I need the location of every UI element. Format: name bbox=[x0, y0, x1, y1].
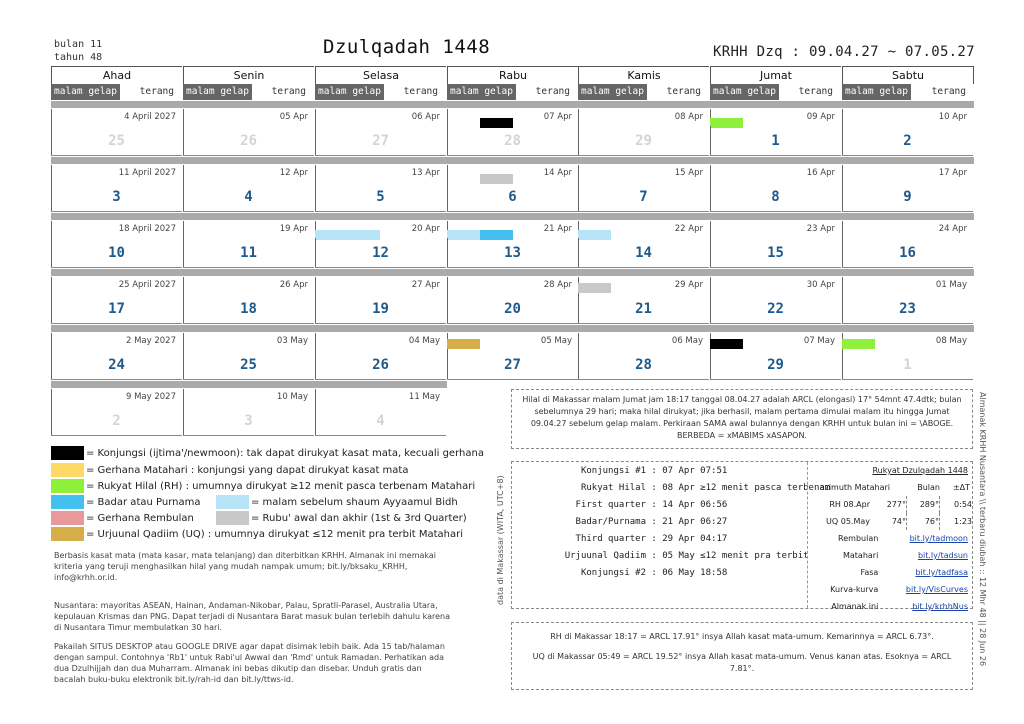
legend-swatch bbox=[51, 527, 84, 541]
dark-night-label: malam gelap bbox=[315, 84, 384, 100]
legend-text: = Gerhana Matahari : konjungsi yang dapat dirukyat kasat mata bbox=[86, 464, 409, 476]
gregorian-date: 14 Apr bbox=[543, 168, 572, 178]
event-value: : 07 Apr 07:51 bbox=[646, 466, 728, 476]
rukyat-link-row: Almanak ini bit.ly/krhhNus bbox=[812, 598, 972, 615]
hijri-day-number: 14 bbox=[635, 245, 652, 261]
gregorian-date: 23 Apr bbox=[806, 224, 835, 234]
hijri-day-number: 21 bbox=[635, 301, 652, 317]
legend-swatch bbox=[51, 511, 84, 525]
weekday-jumat bbox=[710, 66, 841, 100]
gregorian-date: 07 May bbox=[803, 336, 835, 346]
day-cell[interactable] bbox=[183, 109, 314, 157]
almanac-version-label: Almanak KRHH Nusantara \\ terbaru diubah :: 12 Mhr 48 || 28 Jun 26 bbox=[978, 392, 987, 667]
rukyat-title: Rukyat Dzulqadah 1448 bbox=[872, 466, 968, 475]
gregorian-date: 19 Apr bbox=[279, 224, 308, 234]
moon-phase-marker bbox=[480, 230, 513, 240]
month-year-label bbox=[54, 38, 102, 64]
rukyat-link-row: Kurva-kurva bit.ly/VisCurves bbox=[812, 581, 972, 598]
bright-night-label: terang bbox=[271, 86, 306, 97]
event-name: Third quarter bbox=[575, 534, 646, 544]
legend-item bbox=[51, 527, 463, 541]
gregorian-date: 09 Apr bbox=[806, 112, 835, 122]
dark-night-label: malam gelap bbox=[447, 84, 516, 100]
day-cell[interactable] bbox=[315, 277, 446, 325]
moon-phase-marker bbox=[710, 118, 743, 128]
resource-link[interactable]: bit.ly/tadsun bbox=[917, 551, 968, 560]
weekday-name: Jumat bbox=[710, 66, 841, 84]
day-cell[interactable] bbox=[710, 277, 841, 325]
gregorian-date: 04 May bbox=[408, 336, 440, 346]
day-cell[interactable] bbox=[51, 389, 182, 437]
day-cell[interactable] bbox=[710, 221, 841, 269]
hijri-day-number: 9 bbox=[903, 189, 912, 205]
day-cell[interactable] bbox=[183, 221, 314, 269]
day-cell[interactable] bbox=[578, 165, 709, 213]
hijri-day-number: 3 bbox=[112, 189, 121, 205]
hijri-day-number: 15 bbox=[767, 245, 784, 261]
hijri-day-number: 1 bbox=[903, 357, 912, 373]
moon-phase-marker bbox=[447, 339, 480, 349]
week-separator bbox=[51, 101, 974, 108]
uq-arcl-text: UQ di Makassar 05:49 = ARCL 19.52° insya Allah kasat mata-umum. Venus kanan atas. Esoknya = ARCL 7.81°. bbox=[532, 652, 952, 673]
event-name: Badar/Purnama bbox=[575, 517, 646, 527]
note-usage: Pakailah SITUS DESKTOP atau GOOGLE DRIVE agar dapat disimak lebih baik. Ada 15 tab/halaman dengan sampul. Contohnya 'Rb1' untuk Rabi'ul Awwal dan 'Rmd' untuk Ramadan. Perhatikan ada dua Dzulhijjah dan dua Muharram. Almanak ini bebas dikutip dan disebar. Unduh gratis dan bacalah buku-buku elektronik bit.ly/rah-id dan bit.ly/ttws-id. bbox=[54, 642, 445, 684]
resource-link[interactable]: bit.ly/tadmoon bbox=[909, 534, 968, 543]
event-row bbox=[540, 531, 830, 548]
day-cell[interactable] bbox=[51, 221, 182, 269]
day-cell[interactable] bbox=[578, 277, 709, 325]
gregorian-date: 29 Apr bbox=[674, 280, 703, 290]
rukyat-link-row: Fasa bit.ly/tadfasa bbox=[812, 564, 972, 581]
weekday-name: Rabu bbox=[447, 66, 578, 84]
day-cell[interactable] bbox=[447, 333, 578, 381]
gregorian-date: 08 May bbox=[935, 336, 967, 346]
gregorian-date: 4 April 2027 bbox=[124, 112, 176, 122]
weekday-kamis bbox=[578, 66, 709, 100]
rukyat-link-row: Rembulan bit.ly/tadmoon bbox=[812, 530, 972, 547]
event-name: Rukyat Hilal bbox=[580, 483, 646, 493]
gregorian-date: 26 Apr bbox=[279, 280, 308, 290]
hilal-info-box bbox=[511, 389, 973, 449]
hijri-day-number: 29 bbox=[635, 133, 652, 149]
rukyat-row: RH 08.Apr 277° 289° 0:54 bbox=[812, 496, 972, 513]
event-row bbox=[540, 497, 830, 514]
gregorian-date: 12 Apr bbox=[279, 168, 308, 178]
weekday-name: Selasa bbox=[315, 66, 446, 84]
arcl-info-box bbox=[511, 622, 973, 690]
day-cell[interactable] bbox=[315, 109, 446, 157]
weekday-name: Senin bbox=[183, 66, 314, 84]
gregorian-date: 05 Apr bbox=[279, 112, 308, 122]
dark-night-label: malam gelap bbox=[842, 84, 911, 100]
day-cell[interactable] bbox=[447, 109, 578, 157]
rukyat-link-row: Matahari bit.ly/tadsun bbox=[812, 547, 972, 564]
day-cell[interactable] bbox=[183, 389, 314, 437]
event-row bbox=[540, 548, 830, 565]
day-cell[interactable] bbox=[578, 333, 709, 381]
day-cell[interactable] bbox=[315, 221, 446, 269]
day-cell[interactable] bbox=[51, 333, 182, 381]
hijri-day-number: 27 bbox=[504, 357, 521, 373]
hijri-day-number: 24 bbox=[108, 357, 125, 373]
gregorian-date: 20 Apr bbox=[411, 224, 440, 234]
bright-night-label: terang bbox=[931, 86, 966, 97]
hijri-day-number: 4 bbox=[376, 413, 385, 429]
hijri-day-number: 4 bbox=[244, 189, 253, 205]
gregorian-date: 10 Apr bbox=[938, 112, 967, 122]
gregorian-date: 21 Apr bbox=[543, 224, 572, 234]
legend-swatch bbox=[51, 463, 84, 477]
legend-swatch bbox=[51, 495, 84, 509]
day-cell[interactable] bbox=[710, 165, 841, 213]
weekday-selasa bbox=[315, 66, 446, 100]
legend-text: = Rubu' awal dan akhir (1st & 3rd Quarter) bbox=[251, 512, 467, 524]
hijri-day-number: 26 bbox=[372, 357, 389, 373]
bright-night-label: terang bbox=[403, 86, 438, 97]
event-row bbox=[540, 514, 830, 531]
gregorian-date: 18 April 2027 bbox=[118, 224, 176, 234]
bright-night-label: terang bbox=[535, 86, 570, 97]
weekday-sabtu bbox=[842, 66, 974, 100]
bright-night-label: terang bbox=[798, 86, 833, 97]
event-name: Konjungsi #1 bbox=[580, 466, 646, 476]
rh-arcl-text: RH di Makassar 18:17 = ARCL 17.91° insya Allah kasat mata-umum. Kemarinnya = ARCL 6.73°. bbox=[550, 632, 934, 641]
hijri-day-number: 2 bbox=[112, 413, 121, 429]
date-range: KRHH Dzq : 09.04.27 ~ 07.05.27 bbox=[713, 44, 975, 60]
bright-night-label: terang bbox=[666, 86, 701, 97]
legend-item bbox=[51, 495, 200, 509]
event-value: : 06 May 18:58 bbox=[646, 568, 728, 578]
day-cell[interactable] bbox=[315, 165, 446, 213]
week-separator bbox=[51, 269, 974, 276]
hijri-day-number: 2 bbox=[903, 133, 912, 149]
weekday-name: Sabtu bbox=[842, 66, 974, 84]
moon-phase-marker bbox=[447, 230, 480, 240]
event-name: Konjungsi #2 bbox=[580, 568, 646, 578]
day-cell[interactable] bbox=[315, 389, 446, 437]
legend-text: = Konjungsi (ijtima'/newmoon): tak dapat dirukyat kasat mata, kecuali gerhana bbox=[86, 447, 484, 459]
gregorian-date: 06 May bbox=[671, 336, 703, 346]
gregorian-date: 07 Apr bbox=[543, 112, 572, 122]
hijri-day-number: 13 bbox=[504, 245, 521, 261]
hijri-day-number: 3 bbox=[244, 413, 253, 429]
hijri-day-number: 1 bbox=[771, 133, 780, 149]
day-cell[interactable] bbox=[842, 333, 973, 381]
legend-text: = Badar atau Purnama bbox=[86, 496, 201, 508]
dark-night-label: malam gelap bbox=[51, 84, 120, 100]
moon-phase-marker bbox=[480, 174, 513, 184]
event-value: : 14 Apr 06:56 bbox=[646, 500, 728, 510]
hijri-day-number: 23 bbox=[899, 301, 916, 317]
day-cell[interactable] bbox=[51, 165, 182, 213]
hijri-day-number: 25 bbox=[108, 133, 125, 149]
moon-phase-marker bbox=[480, 118, 513, 128]
hijri-day-number: 25 bbox=[240, 357, 257, 373]
hijri-day-number: 27 bbox=[372, 133, 389, 149]
event-value: : 08 Apr ≥12 menit pasca terbenam bbox=[646, 483, 831, 493]
event-name: Urjuunal Qadiim bbox=[564, 551, 646, 561]
event-value: : 21 Apr 06:27 bbox=[646, 517, 728, 527]
legend-swatch bbox=[216, 495, 249, 509]
hijri-day-number: 16 bbox=[899, 245, 916, 261]
event-name: First quarter bbox=[575, 500, 646, 510]
resource-link[interactable]: bit.ly/krhhNus bbox=[912, 602, 968, 611]
dark-night-label: malam gelap bbox=[578, 84, 647, 100]
hijri-day-number: 7 bbox=[639, 189, 648, 205]
moon-phase-marker bbox=[578, 283, 611, 293]
resource-link[interactable]: bit.ly/tadfasa bbox=[915, 568, 968, 577]
rukyat-row: UQ 05.May 74° 76° 1:23 bbox=[812, 513, 972, 530]
gregorian-date: 27 Apr bbox=[411, 280, 440, 290]
events-divider bbox=[807, 462, 809, 608]
weekday-name: Ahad bbox=[51, 66, 182, 84]
event-value: : 05 May ≤12 menit pra terbit bbox=[646, 551, 809, 561]
weekday-rabu bbox=[447, 66, 578, 100]
hijri-day-number: 19 bbox=[372, 301, 389, 317]
day-cell[interactable] bbox=[710, 109, 841, 157]
legend-swatch bbox=[51, 446, 84, 460]
hilal-info-text: Hilal di Makassar malam Jumat jam 18:17 tanggal 08.04.27 adalah ARCL (elongasi) 17° 54mnt 47.4dtk; bulan sebelumnya 29 hari; maka hilal dirukyat; jika berhasil, malam pertama dimulai malam itu hingga Jumat 09.04.27 sebelum gelap malam. Perkiraan SAMA awal bulannya dengan KRHH untuk bulan ini = \ABOGE. BERBEDA = xMABIMS xASAPON. bbox=[522, 395, 962, 440]
year-number: tahun 48 bbox=[54, 52, 103, 63]
legend-item bbox=[216, 495, 458, 509]
hijri-day-number: 17 bbox=[108, 301, 125, 317]
gregorian-date: 15 Apr bbox=[674, 168, 703, 178]
week-separator bbox=[51, 157, 974, 164]
day-cell[interactable] bbox=[183, 165, 314, 213]
day-cell[interactable] bbox=[447, 277, 578, 325]
week-separator bbox=[51, 213, 974, 220]
moon-phase-marker bbox=[842, 339, 875, 349]
gregorian-date: 30 Apr bbox=[806, 280, 835, 290]
day-cell[interactable] bbox=[447, 165, 578, 213]
moon-phase-marker bbox=[315, 230, 380, 240]
gregorian-date: 08 Apr bbox=[674, 112, 703, 122]
week-separator bbox=[51, 381, 447, 388]
gregorian-date: 16 Apr bbox=[806, 168, 835, 178]
hijri-day-number: 29 bbox=[767, 357, 784, 373]
gregorian-date: 03 May bbox=[276, 336, 308, 346]
rukyat-header: azimuth Matahari Bulan ±ΔT bbox=[819, 483, 970, 492]
bright-night-label: terang bbox=[139, 86, 174, 97]
hijri-day-number: 12 bbox=[372, 245, 389, 261]
legend-swatch bbox=[51, 479, 84, 493]
day-cell[interactable] bbox=[315, 333, 446, 381]
day-cell[interactable] bbox=[842, 165, 973, 213]
gregorian-date: 17 Apr bbox=[938, 168, 967, 178]
legend-text: = Gerhana Rembulan bbox=[86, 512, 194, 524]
week-separator bbox=[51, 325, 974, 332]
hijri-day-number: 28 bbox=[635, 357, 652, 373]
gregorian-date: 28 Apr bbox=[543, 280, 572, 290]
event-row bbox=[540, 480, 830, 497]
event-value: : 29 Apr 04:17 bbox=[646, 534, 728, 544]
gregorian-date: 05 May bbox=[540, 336, 572, 346]
hijri-day-number: 26 bbox=[240, 133, 257, 149]
events-box bbox=[511, 461, 973, 609]
gregorian-date: 25 April 2027 bbox=[118, 280, 176, 290]
gregorian-date: 11 April 2027 bbox=[118, 168, 176, 178]
legend-swatch bbox=[216, 511, 249, 525]
gregorian-date: 9 May 2027 bbox=[125, 392, 176, 402]
weekday-name: Kamis bbox=[578, 66, 709, 84]
hijri-day-number: 10 bbox=[108, 245, 125, 261]
legend-text: = malam sebelum shaum Ayyaamul Bidh bbox=[251, 496, 458, 508]
hijri-day-number: 6 bbox=[508, 189, 517, 205]
day-cell[interactable] bbox=[842, 109, 973, 157]
hijri-day-number: 20 bbox=[504, 301, 521, 317]
weekday-ahad bbox=[51, 66, 182, 100]
hijri-day-number: 22 bbox=[767, 301, 784, 317]
day-cell[interactable] bbox=[578, 109, 709, 157]
day-cell[interactable] bbox=[183, 333, 314, 381]
note-basis: Berbasis kasat mata (mata kasar, mata telanjang) dan diterbitkan KRHH. Almanak ini memakai kriteria yang teruji menghasilkan hilal yang mudah nampak umum; bit.ly/bksaku_KRHH, info@krhh.or.id. bbox=[54, 551, 437, 582]
note-nusantara: Nusantara: mayoritas ASEAN, Hainan, Andaman-Nikobar, Palau, Spratli-Parasel, Australia Utara, kepulauan Krismas dan PNG. Dapat terjadi di Nusantara Barat masuk bulan terlebih dahulu karena di Nusantara Timur membulatkan 30 hari. bbox=[54, 601, 451, 632]
legend-text: = Rukyat Hilal (RH) : umumnya dirukyat ≥12 menit pasca terbenam Matahari bbox=[86, 480, 476, 492]
day-cell[interactable] bbox=[710, 333, 841, 381]
day-cell[interactable] bbox=[578, 221, 709, 269]
legend-item bbox=[51, 463, 408, 477]
gregorian-date: 01 May bbox=[935, 280, 967, 290]
resource-link[interactable]: bit.ly/VisCurves bbox=[905, 585, 968, 594]
legend-item bbox=[51, 511, 194, 525]
moon-phase-marker bbox=[710, 339, 743, 349]
legend-item bbox=[51, 446, 484, 460]
day-cell[interactable] bbox=[51, 277, 182, 325]
month-number: bulan 11 bbox=[54, 39, 103, 50]
legend-item bbox=[216, 511, 467, 525]
day-cell[interactable] bbox=[51, 109, 182, 157]
page-title: Dzulqadah 1448 bbox=[323, 36, 491, 58]
day-cell[interactable] bbox=[447, 221, 578, 269]
hijri-day-number: 18 bbox=[240, 301, 257, 317]
gregorian-date: 06 Apr bbox=[411, 112, 440, 122]
gregorian-date: 13 Apr bbox=[411, 168, 440, 178]
legend-text: = Urjuunal Qadiim (UQ) : umumnya dirukyat ≤12 menit pra terbit Matahari bbox=[86, 528, 464, 540]
gregorian-date: 24 Apr bbox=[938, 224, 967, 234]
hijri-day-number: 28 bbox=[504, 133, 521, 149]
weekday-senin bbox=[183, 66, 314, 100]
day-cell[interactable] bbox=[842, 221, 973, 269]
gregorian-date: 22 Apr bbox=[674, 224, 703, 234]
event-row bbox=[540, 463, 830, 480]
dark-night-label: malam gelap bbox=[183, 84, 252, 100]
gregorian-date: 2 May 2027 bbox=[125, 336, 176, 346]
moon-phase-marker bbox=[578, 230, 611, 240]
events-location-label: data di Makassar (WITA, UTC+8) bbox=[496, 475, 505, 605]
hijri-day-number: 11 bbox=[240, 245, 257, 261]
day-cell[interactable] bbox=[183, 277, 314, 325]
gregorian-date: 10 May bbox=[276, 392, 308, 402]
dark-night-label: malam gelap bbox=[710, 84, 779, 100]
day-cell[interactable] bbox=[842, 277, 973, 325]
hijri-day-number: 5 bbox=[376, 189, 385, 205]
rukyat-table bbox=[812, 462, 972, 615]
hijri-day-number: 8 bbox=[771, 189, 780, 205]
event-row bbox=[540, 565, 830, 582]
gregorian-date: 11 May bbox=[408, 392, 440, 402]
events-list bbox=[540, 463, 830, 582]
legend-item bbox=[51, 479, 475, 493]
